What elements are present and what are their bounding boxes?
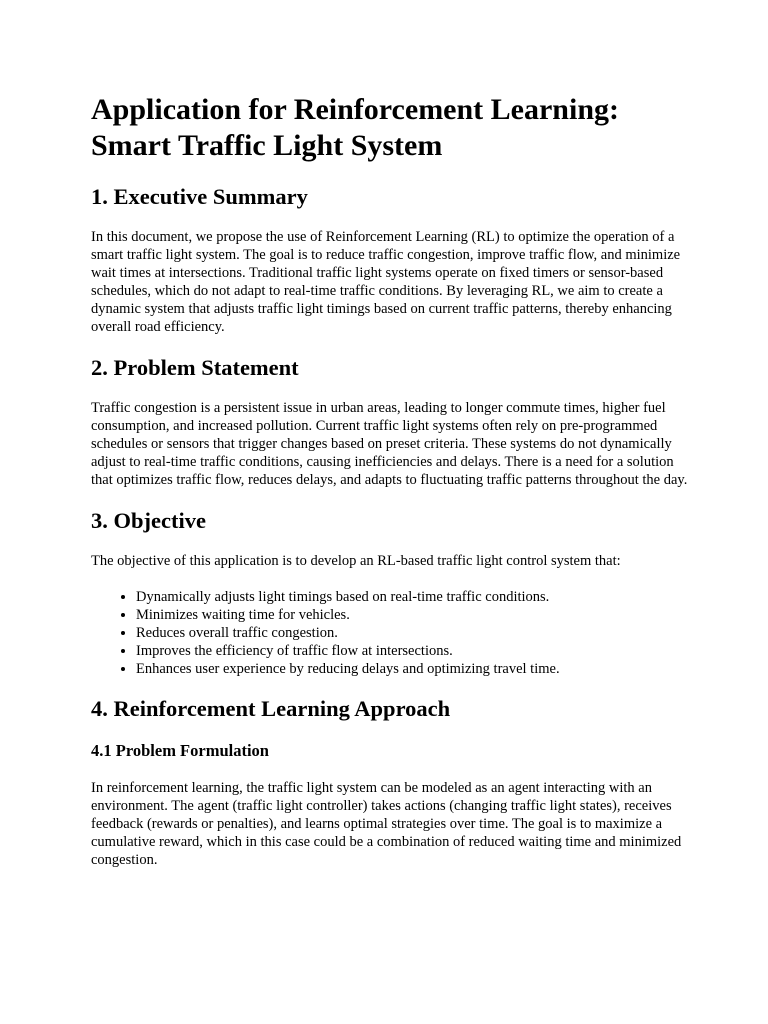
objective-list	[91, 588, 691, 678]
heading-rl-approach: 4. Reinforcement Learning Approach	[91, 696, 451, 721]
document-page	[91, 92, 691, 887]
heading-objective: 3. Objective	[91, 508, 206, 533]
list-item: • Improves the efficiency of traffic flow at intersections.	[136, 642, 691, 660]
paragraph-executive-summary: In this document, we propose the use of Reinforcement Learning (RL) to optimize the operation of a smart traffic light system. The goal is to reduce traffic congestion, improve traffic flow, and minimize wait times at intersections. Traditional traffic light systems operate on fixed timers or sensor-based schedules, which do not adapt to real-time traffic conditions. By leveraging RL, we aim to create a dynamic system that adjusts traffic light timings based on current traffic patterns, thereby enhancing overall road efficiency.	[91, 229, 681, 335]
heading-problem-statement: 2. Problem Statement	[91, 355, 299, 380]
list-item: • Dynamically adjusts light timings based on real-time traffic conditions.	[136, 588, 691, 606]
subheading-problem-formulation: 4.1 Problem Formulation	[91, 741, 269, 760]
list-item: • Minimizes waiting time for vehicles.	[136, 606, 691, 624]
paragraph-problem-statement: Traffic congestion is a persistent issue in urban areas, leading to longer commute times, higher fuel consumption, and increased pollution. Current traffic light systems often rely on pre-programmed schedules or sensors that trigger changes based on preset criteria. These systems do not dynamically adjust to real-time traffic conditions, causing inefficiencies and delays. There is a need for a solution that optimizes traffic flow, reduces delays, and adapts to fluctuating traffic patterns throughout the day.	[91, 400, 688, 488]
paragraph-objective: The objective of this application is to develop an RL-based traffic light control system that:	[91, 553, 621, 569]
list-item: • Reduces overall traffic congestion.	[136, 624, 691, 642]
paragraph-problem-formulation: In reinforcement learning, the traffic light system can be modeled as an agent interacting with an environment. The agent (traffic light controller) takes actions (changing traffic light states), receives feedback (rewards or penalties), and learns optimal strategies over time. The goal is to maximize a cumulative reward, which in this case could be a combination of reduced waiting time and minimized congestion.	[91, 780, 682, 868]
document-title: Application for Reinforcement Learning: Smart Traffic Light System	[91, 93, 620, 162]
heading-executive-summary: 1. Executive Summary	[91, 184, 308, 209]
list-item: • Enhances user experience by reducing delays and optimizing travel time.	[136, 660, 691, 678]
